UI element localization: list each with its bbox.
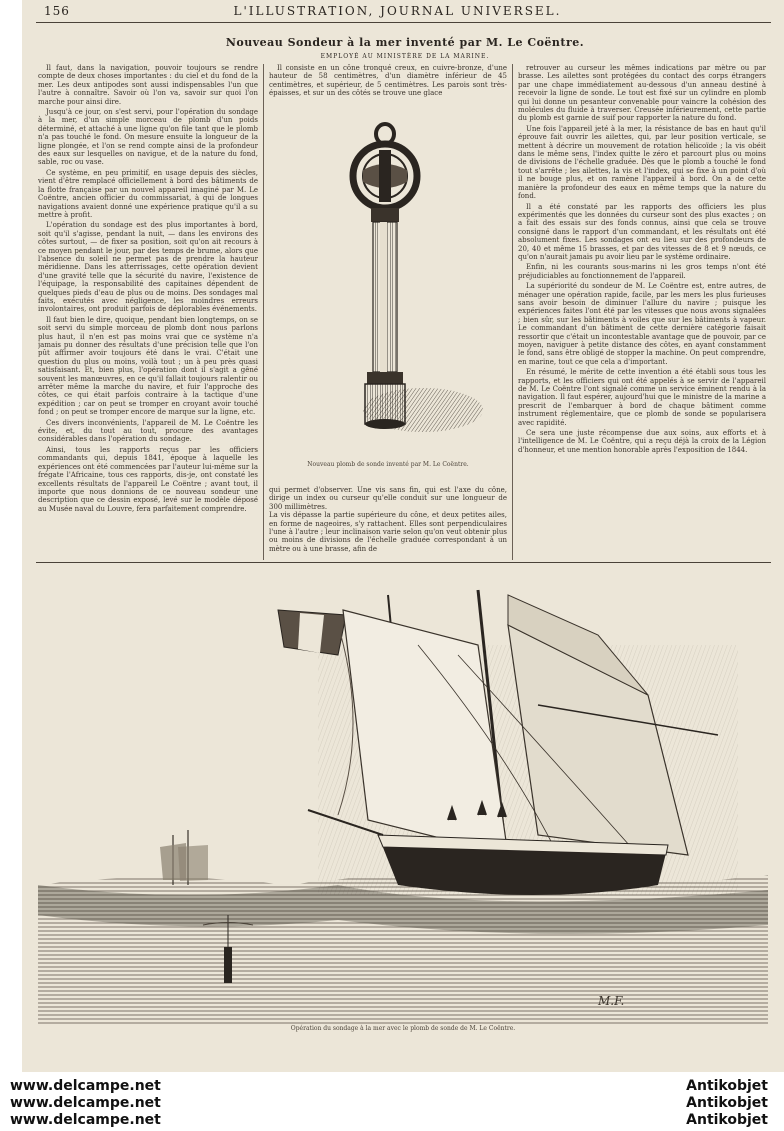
paragraph: Ainsi, tous les rapports reçus par les officiers commandants qui, depuis 1841, époque à laquelle les expériences ont été commencées par l'auteur lui-même sur la frégate l'Africaine, tous ces rapports, dis-je, ont constaté les excellents résultats de l'appareil Le Coëntre ; avant tout, il importe que nous donnions de ce nouveau sondeur une description que ce dessin exposé, levé sur le modèle déposé au Musée naval du Louvre, fera parfaitement comprendre.	[38, 445, 258, 513]
sounder-engraving	[285, 120, 495, 450]
running-title: L'ILLUSTRATION, JOURNAL UNIVERSEL.	[233, 4, 562, 18]
watermark-footer	[0, 1074, 784, 1131]
article-subtitle: EMPLOYÉ AU MINISTÈRE DE LA MARINE.	[320, 53, 490, 60]
paragraph: La vis dépasse la partie supérieure du cône, et deux petites ailes, en forme de nageoires, s'y rattachent. Elles sont perpendiculaires l'une à l'autre ; leur inclinaison varie selon qu'on veut obtenir plus ou moins de divisions de l'échelle graduée correspondant à un mètre ou à une brasse, afin de	[269, 511, 507, 553]
paragraph: L'opération du sondage est des plus importantes à bord, soit qu'il s'agisse, pendant la nuit, — dans les environs des côtes surtout, — de fixer sa position, soit qu'on ait recours à ce moyen pendant le jour, par des temps de brume, alors que l'absence du soleil ne permet pas de prendre la hauteur méridienne. Dans les atterrissages, cette opération devient d'une gravité telle que la sécurité du navire, l'existence de l'équipage, la responsabilité des capitaines dépendent de quelques pieds d'eau de plus ou de moins. Des sondages mal faits, exécutés avec négligence, les moindres erreurs involontaires, ont produit parfois de déplorables événements.	[38, 221, 258, 314]
header-rule	[36, 22, 771, 23]
page-number: 156	[44, 4, 70, 18]
paragraph: Il faut bien le dire, quoique, pendant bien longtemps, on se soit servi du simple morceau de plomb dont nous parlons plus haut, il n'en est pas moins vrai que ce système n'a jamais pu donner des résultats d'une précision telle que l'on pût affirmer avoir toujours été dans le vrai. C'était une question du plus ou moins, voilà tout ; un à peu près quasi satisfaisant. Et, bien plus, l'opération dont il s'agit a gêné souvent les manœuvres, en ce qu'il fallait toujours ralentir ou arrêter même la marche du navire, et fuir l'approche des côtes, ce qui était parfois contraire à la tactique d'une expédition ; car on peut se tromper en croyant avoir touché fond ; on peut se tromper encore de marque sur la ligne, etc.	[38, 315, 258, 417]
watermark-right: Antikobjet	[686, 1078, 768, 1094]
sounder-caption: Nouveau plomb de sonde inventé par M. Le Coëntre.	[307, 461, 469, 468]
paragraph: Il consiste en un cône tronqué creux, en cuivre-bronze, d'une hauteur de 58 centimètres, d'un diamètre inférieur de 45 centimètres, et supérieur, de 5 centimètres. Les parois sont très-épaisses, et sur un des côtés se trouve une glace	[269, 64, 507, 98]
watermark-right: Antikobjet	[686, 1095, 768, 1111]
ship-caption: Opération du sondage à la mer avec le plomb de sonde de M. Le Coëntre.	[290, 1025, 516, 1032]
column-divider	[263, 64, 264, 560]
paragraph: Ce sera une juste récompense due aux soins, aux efforts et à l'intelligence de M. Le Coëntre, qui a reçu déjà la croix de la Légion d'honneur, et une mention honorable après l'exposition de 1844.	[518, 429, 766, 454]
paragraph: Enfin, ni les courants sous-marins ni les gros temps n'ont été préjudiciables au fonctionnement de l'appareil.	[518, 263, 766, 280]
paragraph: retrouver au curseur les mêmes indications par mètre ou par brasse. Les ailettes sont protégées du contact des corps étrangers par une chape immédiatement au-dessous d'un anneau destiné à recevoir la ligne de sonde. Le tout est fixé sur un cylindre en plomb qui lui donne un pesanteur convenable pour vaincre la cohésion des molécules du fluide à traverser. Creusée inférieurement, cette partie du plomb est garnie de suif pour rapporter la nature du fond.	[518, 64, 766, 123]
article-title: Nouveau Sondeur à la mer inventé par M. Le Coëntre.	[225, 36, 585, 49]
paragraph: Jusqu'à ce jour, on s'est servi, pour l'opération du sondage à la mer, d'un simple morceau de plomb d'un poids déterminé, et attaché à une ligne qu'on file tant que le plomb n'a pas touché le fond. On mesure ensuite la longueur de la ligne plongée, et l'on se rend compte ainsi de la profondeur des eaux sur lesquelles on navigue, et de la nature du fond, sable, roc ou vase.	[38, 108, 258, 167]
watermark-left: www.delcampe.net	[10, 1112, 161, 1128]
watermark-right: Antikobjet	[686, 1112, 768, 1128]
paragraph: La supériorité du sondeur de M. Le Coëntre est, entre autres, de ménager une opération rapide, facile, par les mers les plus furieuses sans avoir besoin de diminuer l'allure du navire ; puisque les expériences faites l'ont été par les vitesses que nous avons signalées ; bien sûr, sur les bâtiments à voiles que sur les bâtiments à vapeur. Le commandant d'un bâtiment de cette dernière catégorie faisait ressortir que c'était un incontestable avantage que de pouvoir, par ce moyen, naviguer à petite distance des côtes, en ayant constamment le fond, sans être obligé de stopper la machine. On peut comprendre, en marine, tout ce que cela a d'important.	[518, 282, 766, 366]
running-header	[30, 4, 765, 20]
column-1	[38, 64, 258, 560]
paragraph: Une fois l'appareil jeté à la mer, la résistance de bas en haut qu'il éprouve fait ouvrir les ailettes, qui, par leur position verticale, se mettent à décrire un mouvement de rotation hélicoïde ; la vis obéit dans le même sens, l'index quitte le zéro et parcourt plus ou moins de divisions de l'échelle graduée. Dès que le plomb a touché le fond tout s'arrête ; les ailettes, la vis et l'index, qui se fixe à un point d'où il ne bouge plus, et on ramène l'appareil à bord. On a de cette manière la profondeur des eaux en même temps que la nature du fond.	[518, 124, 766, 201]
paragraph: qui permet d'observer. Une vis sans fin, qui est l'axe du cône, dirige un index ou curseur qu'elle conduit sur une longueur de 300 millimètres.	[269, 486, 507, 511]
engraver-signature: M.F.	[598, 994, 625, 1008]
watermark-left: www.delcampe.net	[10, 1078, 161, 1094]
column-divider	[512, 64, 513, 560]
paragraph: Ce système, en peu primitif, en usage depuis des siècles, vient d'être remplacé officiellement à bord des bâtiments de la flotte française par un nouvel appareil imaginé par M. Le Coëntre, ancien officier du commissariat, à qui de longues navigations avaient donné une expérience pratique qu'il a su mettre à profit.	[38, 168, 258, 219]
paragraph: Il faut, dans la navigation, pouvoir toujours se rendre compte de deux choses importantes : du ciel et du fond de la mer. Les deux antipodes sont aussi indispensables l'un que l'autre à connaître. Savoir où l'on va, savoir sur quoi l'on marche pour ainsi dire.	[38, 64, 258, 106]
section-rule	[36, 562, 771, 563]
paragraph: Ces divers inconvénients, l'appareil de M. Le Coëntre les évite, et, du tout au tout, procure des avantages considérables dans l'opération du sondage.	[38, 418, 258, 444]
paragraph: En résumé, le mérite de cette invention a été établi sous tous les rapports, et les officiers qui ont été appelés à se servir de l'appareil de M. Le Coëntre l'ont signalé comme un service éminent rendu à la navigation. Il faut espérer, aujourd'hui que le ministre de la marine a prescrit de l'embarquer à bord de chaque bâtiment comme instrument réglementaire, que ce plomb de sonde se popularisera avec rapidité.	[518, 368, 766, 427]
ship-engraving	[38, 585, 768, 1025]
paragraph: Il a été constaté par les rapports des officiers les plus expérimentés que les données du curseur sont des plus exactes ; on a fait des essais sur des fonds connus, ainsi que cela se trouve consigné dans le rapport d'un commandant, et les résultats ont été absolument fixes. Les sondages ont eu lieu sur des profondeurs de 20, 40 et même 15 brasses, et par des vitesses de 8 et 9 nœuds, ce qu'on n'aurait jamais pu avoir lieu par le système ordinaire.	[518, 202, 766, 261]
watermark-left: www.delcampe.net	[10, 1095, 161, 1111]
column-2-bottom	[269, 486, 507, 560]
column-3	[518, 64, 766, 562]
